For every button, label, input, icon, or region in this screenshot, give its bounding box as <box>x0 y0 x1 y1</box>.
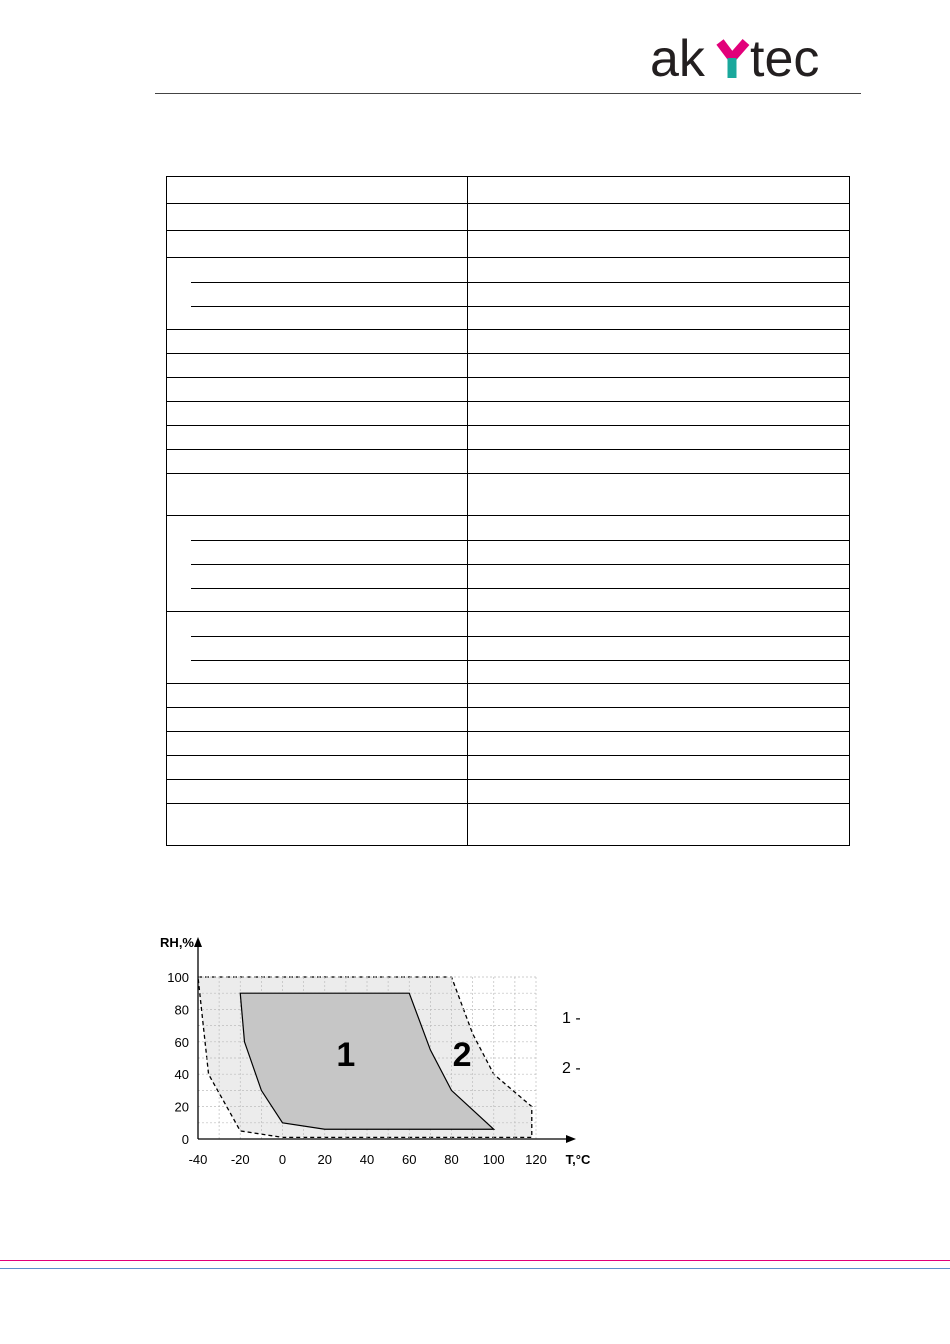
sub-row-divider <box>191 540 467 541</box>
table-cell-value <box>468 258 850 330</box>
y-axis-arrow-icon <box>194 937 202 947</box>
sub-row-divider <box>191 588 467 589</box>
table-cell-value <box>468 378 850 402</box>
table-cell-value <box>468 708 850 732</box>
table-cell-label <box>167 516 468 612</box>
table-row <box>167 204 850 231</box>
x-axis-label: T,°C <box>565 1152 591 1167</box>
table-cell-label <box>167 231 468 258</box>
sub-row-divider <box>468 564 849 565</box>
region-2-label: 2 <box>452 1036 472 1075</box>
table-cell-label <box>167 732 468 756</box>
header-rule <box>155 93 861 94</box>
table-row <box>167 450 850 474</box>
table-cell-label <box>167 204 468 231</box>
x-axis-arrow-icon <box>566 1135 576 1143</box>
table-cell-value <box>468 330 850 354</box>
x-tick-label: 0 <box>278 1152 287 1167</box>
table-row <box>167 708 850 732</box>
table-cell-label <box>167 258 468 330</box>
table-cell-label <box>167 612 468 684</box>
table-row <box>167 354 850 378</box>
table-row <box>167 474 850 516</box>
table-row <box>167 612 850 684</box>
table-cell-value <box>468 516 850 612</box>
table-cell-label <box>167 474 468 516</box>
table-row <box>167 258 850 330</box>
x-tick-label: 80 <box>444 1152 459 1167</box>
sub-row-divider <box>468 540 849 541</box>
x-tick-label: 60 <box>402 1152 417 1167</box>
table-row <box>167 804 850 846</box>
table-cell-value <box>468 612 850 684</box>
x-tick-label: -20 <box>230 1152 250 1167</box>
table-cell-value <box>468 231 850 258</box>
table-cell-value <box>468 204 850 231</box>
y-tick-label: 0 <box>181 1132 189 1147</box>
x-tick-label: 40 <box>359 1152 375 1167</box>
table-cell-label <box>167 684 468 708</box>
table-cell-label <box>167 780 468 804</box>
table-row <box>167 330 850 354</box>
table-row <box>167 378 850 402</box>
table-row <box>167 780 850 804</box>
table-cell-value <box>468 804 850 846</box>
table-row <box>167 732 850 756</box>
table-row <box>167 516 850 612</box>
footer-rule-pink <box>0 1260 950 1261</box>
table-cell-value <box>468 177 850 204</box>
y-tick-label: 20 <box>174 1099 189 1115</box>
sub-row-divider <box>191 306 467 307</box>
sub-row-divider <box>191 660 467 661</box>
x-tick-label: -40 <box>188 1152 208 1167</box>
region-1-label: 1 <box>336 1036 356 1075</box>
table-cell-label <box>167 426 468 450</box>
table-cell-value <box>468 732 850 756</box>
sub-row-divider <box>468 660 849 661</box>
table-cell-label <box>167 708 468 732</box>
table-cell-value <box>468 426 850 450</box>
sub-row-divider <box>191 282 467 283</box>
sub-row-divider <box>468 306 849 307</box>
sub-row-divider <box>468 282 849 283</box>
table-cell-value <box>468 474 850 516</box>
table-cell-label <box>167 756 468 780</box>
table-cell-label <box>167 402 468 426</box>
x-tick-label: 20 <box>317 1152 332 1167</box>
table-row <box>167 684 850 708</box>
x-tick-label: 120 <box>525 1152 547 1167</box>
y-tick-label: 100 <box>167 970 189 985</box>
table-cell-value <box>468 684 850 708</box>
y-tick-label: 80 <box>174 1002 189 1018</box>
table-cell-value <box>468 756 850 780</box>
table-cell-label <box>167 330 468 354</box>
legend-item-1: 1 - <box>562 1010 581 1027</box>
logo-text-ak: ak <box>650 30 705 84</box>
table-cell-label <box>167 177 468 204</box>
table-row <box>167 756 850 780</box>
climate-chart <box>150 925 610 1175</box>
logo-text-tec: tec <box>750 30 820 84</box>
table-cell-label <box>167 354 468 378</box>
y-tick-label: 40 <box>174 1067 189 1083</box>
logo-mark-icon <box>720 42 746 78</box>
sub-row-divider <box>468 636 849 637</box>
akytec-logo <box>650 24 855 84</box>
y-axis-label: RH,% <box>160 935 194 950</box>
sub-row-divider <box>468 588 849 589</box>
sub-row-divider <box>191 636 467 637</box>
table-row <box>167 177 850 204</box>
x-tick-label: 100 <box>482 1152 505 1167</box>
footer-rule-blue <box>0 1268 950 1269</box>
sub-row-divider <box>191 564 467 565</box>
specification-table <box>166 176 850 846</box>
table-cell-label <box>167 378 468 402</box>
table-row <box>167 231 850 258</box>
y-tick-label: 60 <box>174 1034 189 1050</box>
table-cell-value <box>468 354 850 378</box>
table-cell-label <box>167 450 468 474</box>
table-cell-value <box>468 402 850 426</box>
table-cell-value <box>468 780 850 804</box>
table-row <box>167 426 850 450</box>
table-cell-value <box>468 450 850 474</box>
legend-item-2: 2 - <box>562 1060 581 1077</box>
table-cell-label <box>167 804 468 846</box>
table-row <box>167 402 850 426</box>
